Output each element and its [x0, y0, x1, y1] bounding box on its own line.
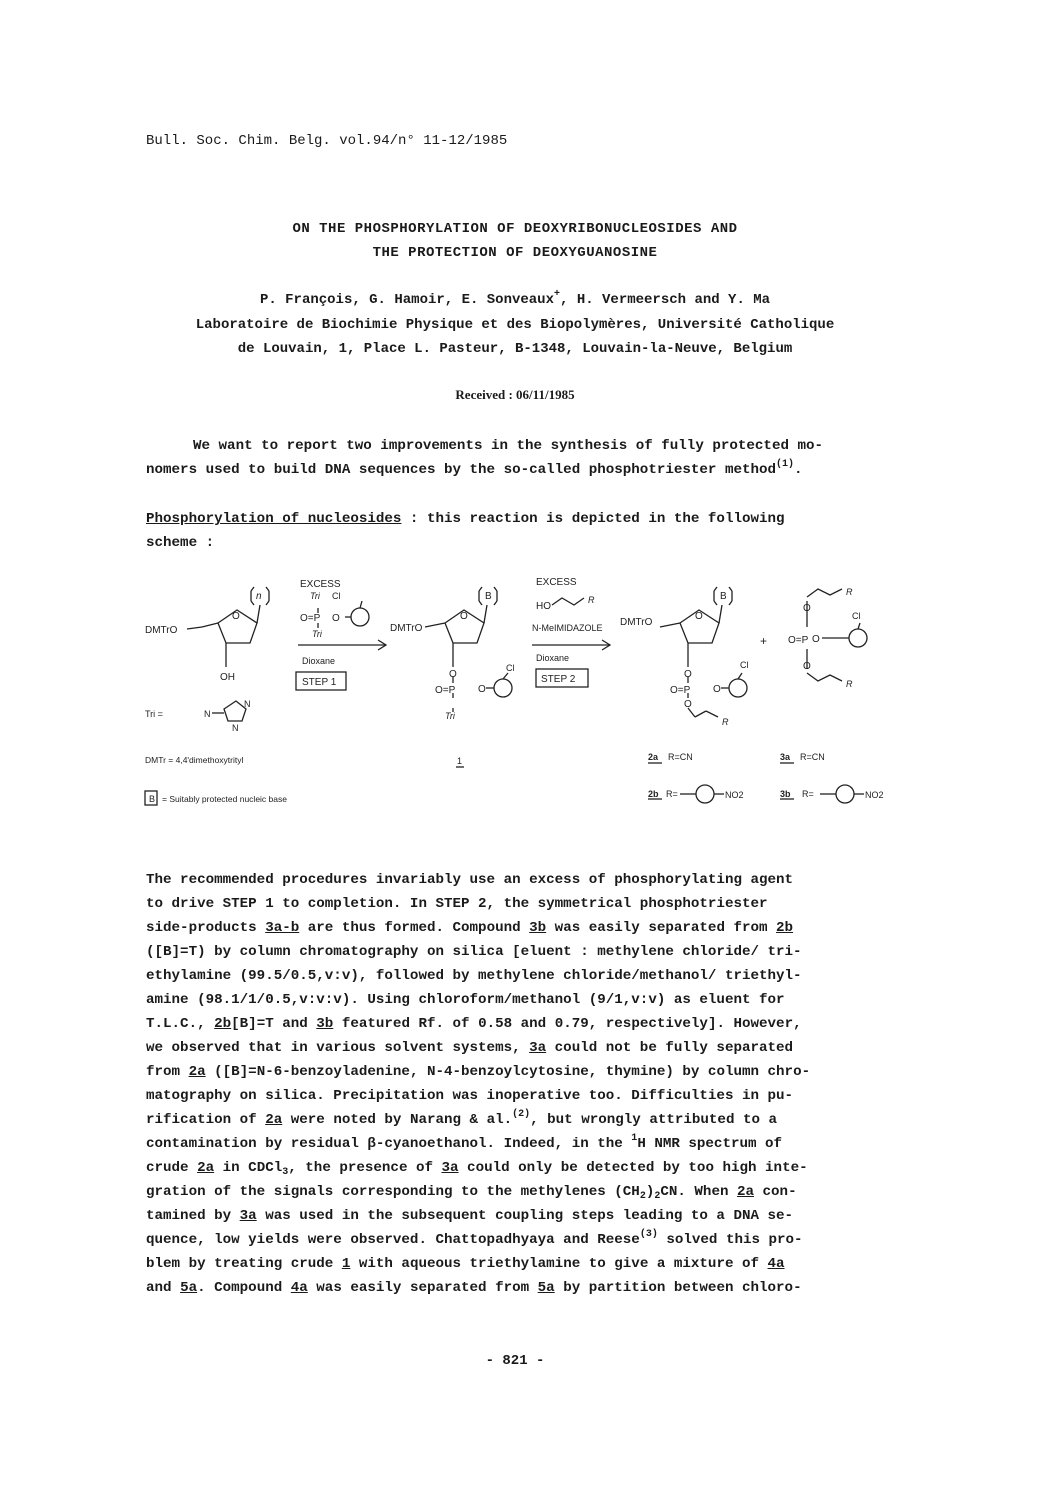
received-date: Received : 06/11/1985: [455, 387, 575, 402]
chlorophenyl-ring-2: [729, 679, 747, 697]
body-line-6: amine (98.1/1/0.5,v:v:v). Using chloroform/methanol (9/1,v:v) as eluent for: [146, 992, 785, 1008]
body-line-17: blem by treating crude 1 with aqueous triethylamine to give a mixture of 4a: [146, 1256, 785, 1272]
body-line-5: ethylamine (99.5/0.5,v:v), followed by methylene chloride/methanol/ triethyl-: [146, 968, 802, 984]
body-line-14: gration of the signals corresponding to the methylenes $(CH_2)_2CN$. When 2a con-: [146, 1184, 797, 1202]
svg-text:B: B: [485, 591, 492, 602]
page-number: - 821 -: [485, 1353, 545, 1369]
compound-1-label: 1: [457, 756, 463, 766]
dmtro-label-start: DMTrO: [145, 625, 178, 636]
body-line-16: quence, low yields were observed. Chattopadhyaya and Reese$^{(3)}$ solved this pro-: [146, 1229, 803, 1248]
svg-text:Dioxane: Dioxane: [536, 653, 570, 663]
svg-text:O: O: [695, 611, 703, 622]
step-1-label: STEP 1: [302, 677, 337, 688]
body-line-2: to drive STEP 1 to completion. In STEP 2, the symmetrical phosphotriester: [146, 896, 768, 912]
body-line-3: side-products 3a-b are thus formed. Compound 3b was easily separated from 2b: [146, 920, 794, 936]
intro-line-1: We want to report two improvements in the synthesis of fully protected mo-: [193, 438, 824, 454]
svg-text:n: n: [256, 591, 262, 602]
svg-text:O: O: [449, 669, 457, 680]
svg-text:O: O: [332, 613, 340, 624]
compound-3a-label: 3a: [780, 752, 791, 762]
nitrophenyl-ring-2b: [696, 785, 714, 803]
svg-text:N: N: [204, 709, 211, 719]
section-heading-line: Phosphorylation of nucleosides : this reaction is depicted in the following: [146, 511, 785, 527]
section-heading: Phosphorylation of nucleosides: [146, 511, 402, 527]
dmtr-definition: DMTr = 4,4'dimethoxytrityl: [145, 755, 244, 765]
svg-text:O=P: O=P: [300, 613, 321, 624]
svg-text:B: B: [720, 591, 727, 602]
plus-sign: +: [760, 634, 768, 648]
svg-text:B: B: [149, 794, 156, 804]
svg-text:R=CN: R=CN: [668, 752, 693, 762]
svg-text:R: R: [846, 587, 853, 597]
excess-label-2: EXCESS: [536, 577, 577, 588]
svg-text:Tri: Tri: [310, 591, 320, 601]
intro-line-2: nomers used to build DNA sequences by the so-called phosphotriester method$^{(1)}$.: [146, 459, 803, 478]
svg-text:R: R: [588, 595, 595, 605]
affiliation-line-1: Laboratoire de Biochimie Physique et des Biopolymères, Université Catholique: [195, 317, 835, 333]
base-definition: = Suitably protected nucleic base: [162, 794, 287, 804]
svg-text:O: O: [803, 661, 811, 672]
body-line-18: and 5a. Compound 4a was easily separated from 5a by partition between chloro-: [146, 1280, 802, 1296]
title-line-2: THE PROTECTION OF DEOXYGUANOSINE: [372, 245, 658, 261]
nitrophenyl-ring-3b: [836, 785, 854, 803]
svg-text:O=P: O=P: [435, 685, 456, 696]
compound-3b-label: 3b: [780, 789, 791, 799]
body-line-1: The recommended procedures invariably use an excess of phosphorylating agent: [146, 872, 794, 888]
svg-text:O=P: O=P: [788, 635, 809, 646]
svg-text:Dioxane: Dioxane: [302, 656, 336, 666]
svg-text:O: O: [460, 611, 468, 622]
author-list: P. François, G. Hamoir, E. Sonveaux+, H. Vermeersch and Y. Ma: [259, 289, 771, 308]
section-line-2: scheme :: [146, 535, 215, 551]
body-line-15: tamined by 3a was used in the subsequent coupling steps leading to a DNA se-: [146, 1208, 794, 1224]
body-line-7: T.L.C., 2b[B]=T and 3b featured Rf. of 0.58 and 0.79, respectively]. However,: [146, 1016, 802, 1032]
compound-2a-label: 2a: [648, 752, 659, 762]
svg-text:Tri: Tri: [445, 711, 455, 721]
chlorophenyl-ring-1: [494, 679, 512, 697]
compound-2b-label: 2b: [648, 789, 659, 799]
imidazole-label: N-MeIMIDAZOLE: [532, 623, 603, 633]
svg-text:O=P: O=P: [670, 685, 691, 696]
svg-text:OH: OH: [220, 672, 235, 683]
excess-label-1: EXCESS: [300, 579, 341, 590]
svg-text:Cl: Cl: [852, 611, 861, 621]
affiliation-line-2: de Louvain, 1, Place L. Pasteur, B-1348, Louvain-la-Neuve, Belgium: [237, 341, 793, 357]
svg-text:O: O: [684, 699, 692, 710]
svg-text:N: N: [232, 723, 239, 733]
title-line-1: ON THE PHOSPHORYLATION OF DEOXYRIBONUCLEOSIDES AND: [292, 221, 738, 237]
reaction-scheme: [140, 565, 900, 815]
dmtro-label-2: DMTrO: [620, 617, 653, 628]
triazole-ring: [224, 701, 246, 721]
dmtro-label-1: DMTrO: [390, 623, 423, 634]
svg-text:R: R: [722, 717, 729, 727]
body-line-10: matography on silica. Precipitation was inoperative too. Difficulties in pu-: [146, 1088, 794, 1104]
tri-definition: Tri =: [145, 709, 163, 719]
svg-text:Tri: Tri: [312, 629, 322, 639]
svg-text:O: O: [478, 684, 486, 695]
svg-text:HO: HO: [536, 601, 551, 612]
body-line-11: rification of 2a were noted by Narang & al.$^{(2)}$, but wrongly attributed to a: [146, 1109, 778, 1128]
svg-text:O: O: [803, 603, 811, 614]
svg-text:R: R: [846, 679, 853, 689]
svg-text:Cl: Cl: [506, 663, 515, 673]
svg-text:Cl: Cl: [332, 591, 341, 601]
svg-text:O: O: [812, 634, 820, 645]
body-line-8: we observed that in various solvent systems, 3a could not be fully separated: [146, 1040, 794, 1056]
svg-text:NO2: NO2: [865, 790, 884, 800]
svg-text:N: N: [244, 699, 251, 709]
svg-text:Cl: Cl: [740, 660, 749, 670]
svg-text:O: O: [232, 611, 240, 622]
svg-text:NO2: NO2: [725, 790, 744, 800]
step-2-label: STEP 2: [541, 674, 576, 685]
body-line-12: contamination by residual β-cyanoethanol. Indeed, in the $^1$H NMR spectrum of: [146, 1133, 783, 1152]
chlorophenyl-ring-reagent: [351, 608, 369, 626]
svg-text:R=: R=: [802, 789, 814, 799]
body-line-9: from 2a ([B]=N-6-benzoyladenine, N-4-benzoylcytosine, thymine) by column chro-: [146, 1064, 811, 1080]
body-line-13: crude 2a in CDCl$_3$, the presence of 3a could only be detected by too high inte-: [146, 1160, 808, 1178]
svg-text:R=CN: R=CN: [800, 752, 825, 762]
svg-text:R=: R=: [666, 789, 678, 799]
body-line-4: ([B]=T) by column chromatography on silica [eluent : methylene chloride/ tri-: [146, 944, 802, 960]
journal-reference: Bull. Soc. Chim. Belg. vol.94/n° 11-12/1985: [146, 133, 508, 149]
chlorophenyl-ring-3: [849, 629, 867, 647]
svg-text:O: O: [713, 684, 721, 695]
svg-text:O: O: [684, 669, 692, 680]
